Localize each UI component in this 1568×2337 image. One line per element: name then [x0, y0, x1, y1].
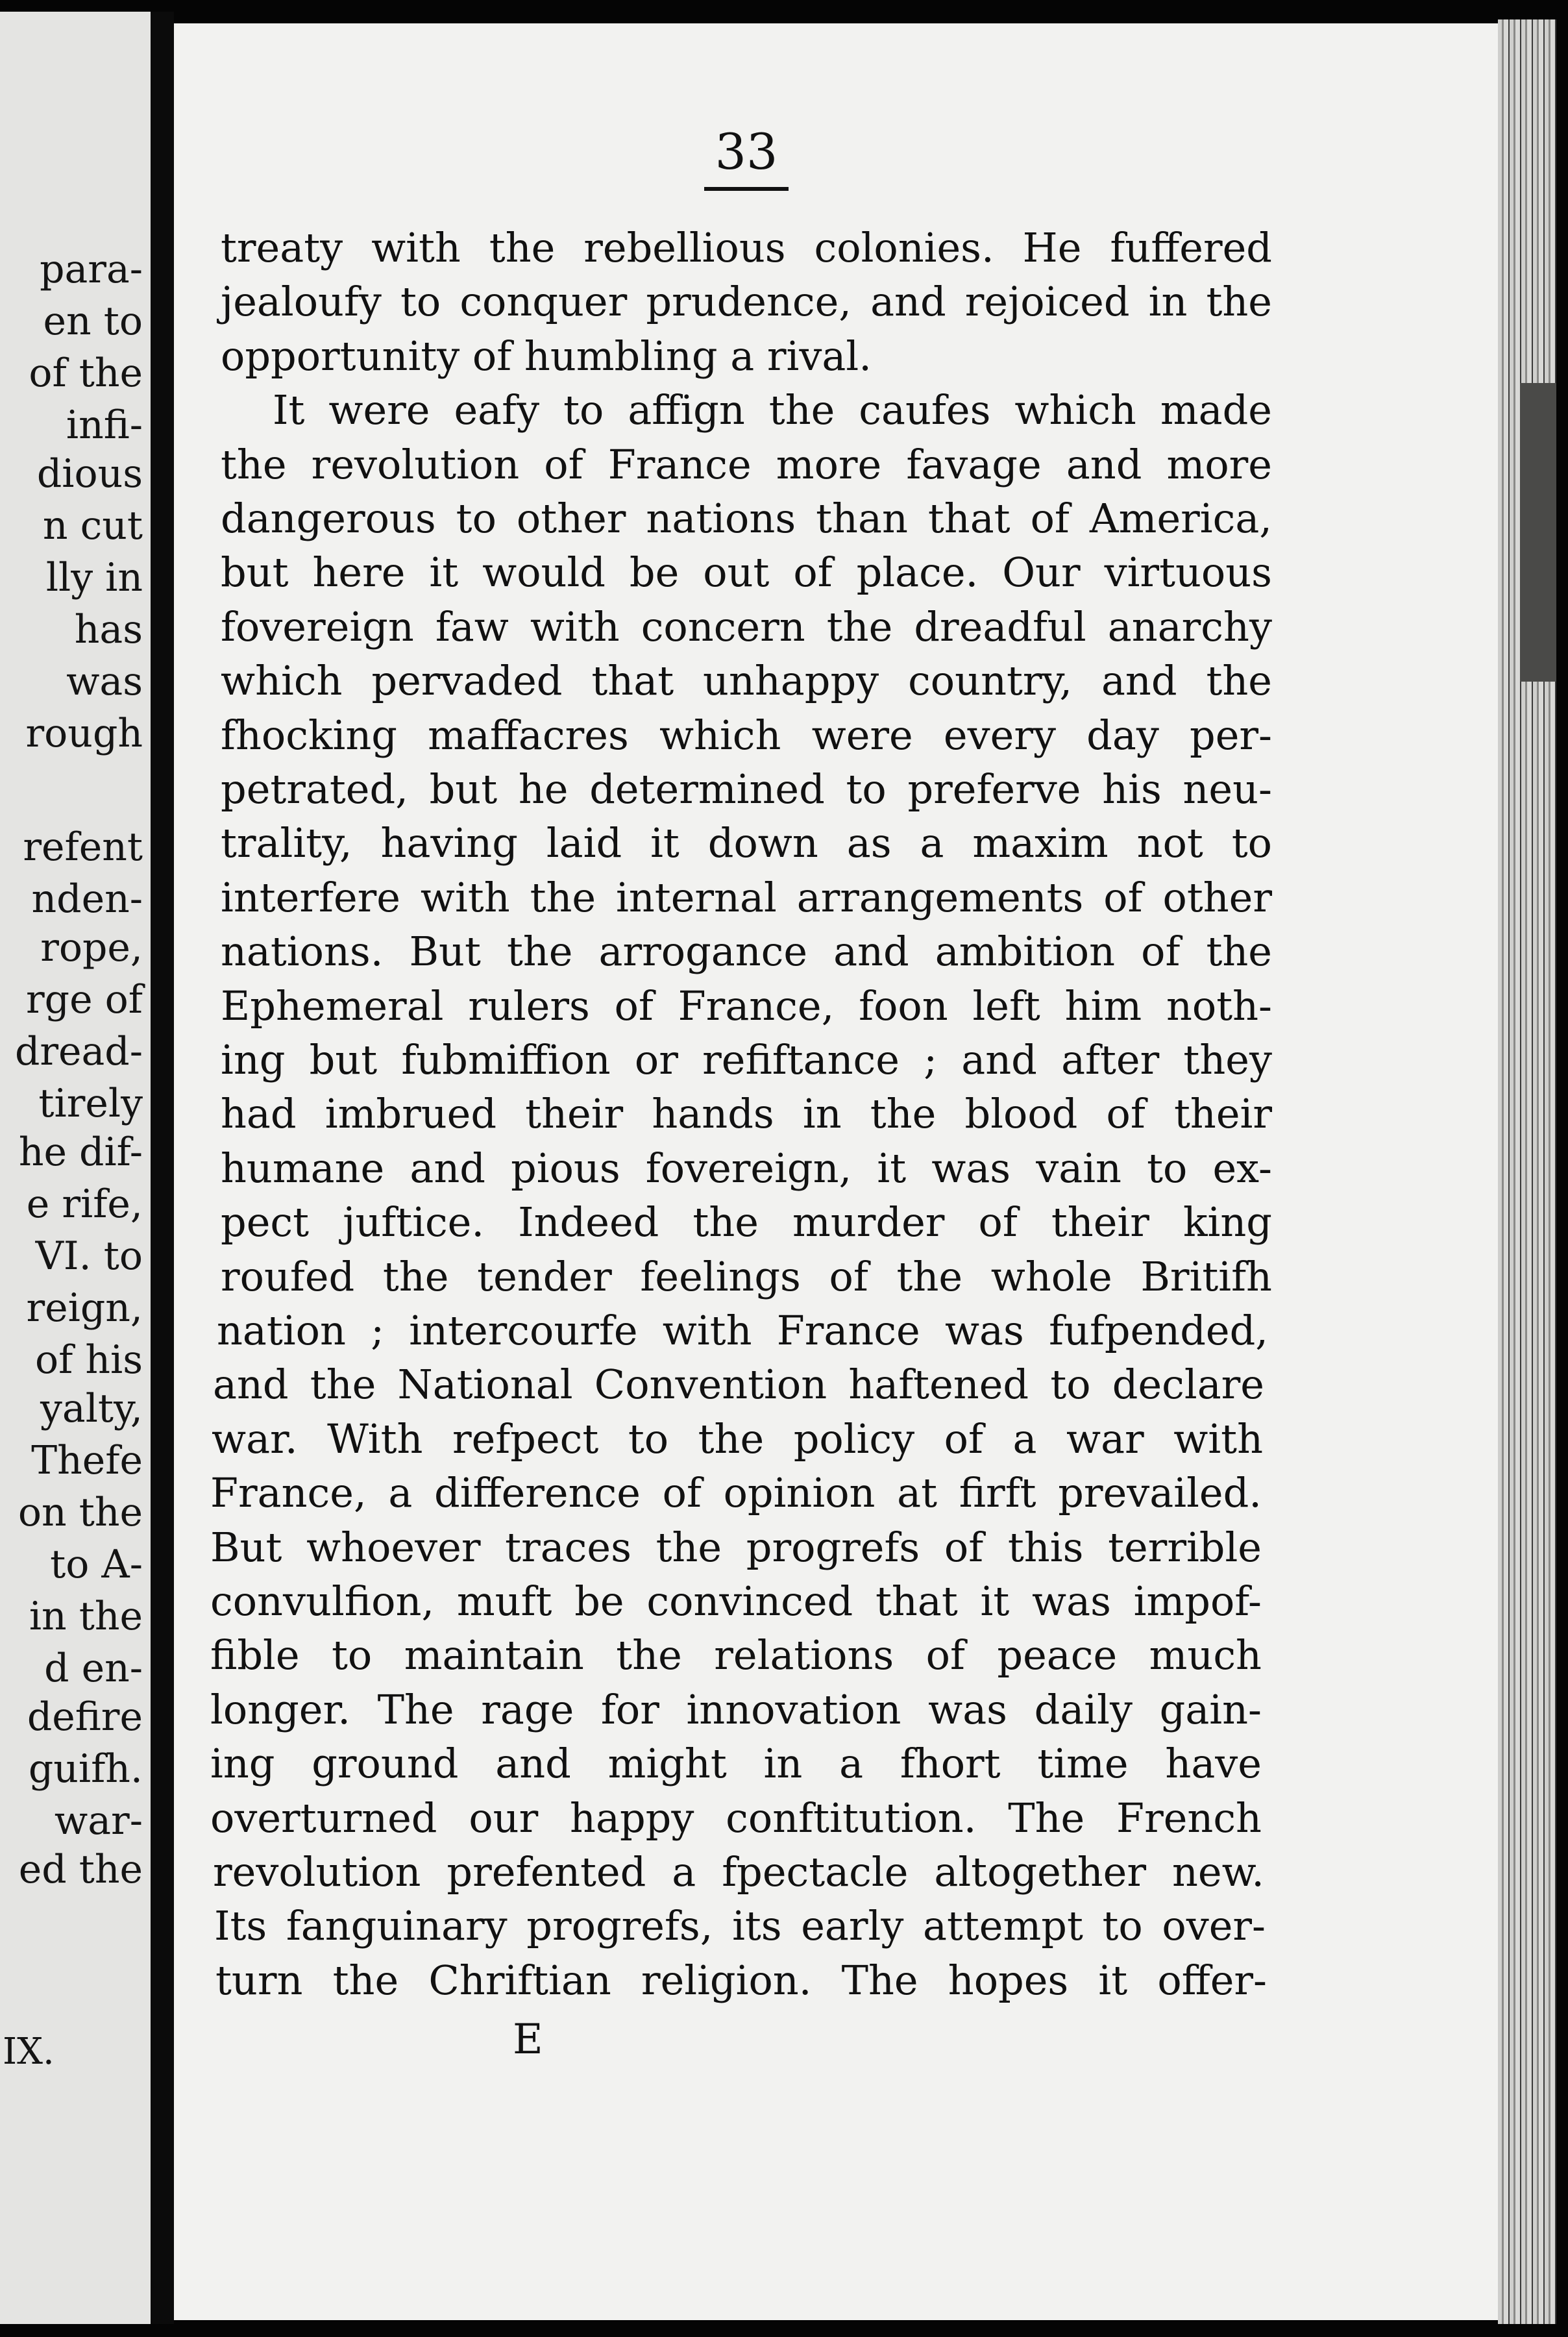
- left-page-fragment: of the: [29, 351, 143, 396]
- left-page-fragment: ed the: [18, 1847, 143, 1892]
- left-page-fragment: tirely: [38, 1081, 143, 1126]
- left-page-fragment: Thefe: [31, 1438, 143, 1483]
- page-number: 33: [715, 123, 778, 180]
- page-number-rule: [704, 187, 789, 191]
- text-line: revolution prefented a fpectacle altogether new.: [213, 1848, 1264, 1896]
- left-page-fragment: of his: [34, 1337, 143, 1383]
- left-page-fragment: dious: [36, 451, 143, 497]
- text-line: Its fanguinary progrefs, its early attempt to over-: [214, 1902, 1266, 1949]
- left-page-signature: IX.: [3, 2031, 55, 2073]
- left-page-fragment: defire: [27, 1694, 143, 1740]
- left-page-fragment: to A-: [50, 1542, 143, 1587]
- text-line: which pervaded that unhappy country, and the: [221, 657, 1272, 704]
- text-line: convulfion, muft be convinced that it was impof-: [210, 1577, 1262, 1625]
- text-line: petrated, but he determined to preferve his neu-: [221, 765, 1272, 813]
- left-page-fragment: he dif-: [18, 1130, 143, 1175]
- text-line: longer. The rage for innovation was daily gain-: [210, 1686, 1262, 1733]
- left-page-fragment: war-: [54, 1798, 143, 1844]
- text-line: trality, having laid it down as a maxim not to: [221, 819, 1272, 867]
- text-line: ing but fubmiffion or refiftance ; and after they: [221, 1036, 1272, 1083]
- text-line: war. With refpect to the policy of a war with: [212, 1415, 1263, 1463]
- page-edge-stain: [1520, 383, 1556, 682]
- text-line: fible to maintain the relations of peace much: [210, 1631, 1262, 1679]
- text-line: nation ; intercourfe with France was fufpended,: [217, 1307, 1268, 1354]
- left-page-fragment: was: [66, 659, 143, 704]
- text-line: humane and pious fovereign, it was vain to ex-: [221, 1144, 1272, 1192]
- left-page-fragment: lly in: [45, 555, 143, 600]
- text-line: turn the Chriftian religion. The hopes it offer-: [215, 1957, 1267, 2004]
- left-page-fragment: on the: [18, 1490, 143, 1535]
- left-facing-page: [0, 12, 151, 2324]
- text-line: pect juftice. Indeed the murder of their king: [221, 1198, 1272, 1246]
- text-line: dangerous to other nations than that of America,: [221, 495, 1272, 542]
- left-page-fragment: e rife,: [26, 1181, 143, 1227]
- text-line: But whoever traces the progrefs of this terrible: [210, 1524, 1262, 1571]
- text-line: It were eafy to affign the caufes which made: [273, 386, 1272, 434]
- text-line: fovereign faw with concern the dreadful anarchy: [221, 603, 1272, 650]
- left-page-fragment: has: [74, 607, 143, 652]
- text-line: opportunity of humbling a rival.: [221, 332, 872, 380]
- left-page-fragment: infi-: [66, 402, 143, 448]
- left-page-fragment: VI. to: [35, 1233, 143, 1279]
- left-page-fragment: refent: [23, 824, 143, 870]
- text-line: ing ground and might in a fhort time have: [210, 1740, 1262, 1787]
- text-line: the revolution of France more favage and more: [221, 441, 1272, 488]
- left-page-fragment: reign,: [26, 1285, 143, 1331]
- text-line: and the National Convention haftened to declare: [213, 1361, 1264, 1408]
- left-page-fragment: rough: [25, 711, 143, 756]
- left-page-fragment: d en-: [44, 1646, 143, 1691]
- text-line: roufed the tender feelings of the whole Britifh: [221, 1253, 1272, 1300]
- text-line: but here it would be out of place. Our virtuous: [221, 549, 1272, 596]
- left-page-fragment: in the: [29, 1594, 143, 1639]
- left-page-fragment: guifh.: [28, 1746, 143, 1792]
- text-line: Ephemeral rulers of France, foon left him noth-: [221, 982, 1272, 1030]
- left-page-fragment: n cut: [42, 503, 143, 549]
- book-gutter: [151, 12, 174, 2324]
- signature-mark: E: [513, 2016, 543, 2064]
- left-page-fragment: para-: [40, 247, 143, 292]
- page-edges: [1498, 19, 1556, 2324]
- text-line: nations. But the arrogance and ambition of the: [221, 928, 1272, 975]
- text-line: jealoufy to conquer prudence, and rejoiced in the: [221, 278, 1272, 325]
- left-page-fragment: dread-: [14, 1029, 143, 1074]
- left-page-fragment: en to: [43, 299, 143, 344]
- text-line: France, a difference of opinion at firft prevailed.: [210, 1469, 1262, 1516]
- text-line: had imbrued their hands in the blood of their: [221, 1090, 1272, 1137]
- text-line: overturned our happy conftitution. The French: [210, 1794, 1262, 1842]
- text-line: fhocking maffacres which were every day per-: [221, 711, 1272, 759]
- left-page-fragment: rge of: [26, 977, 143, 1022]
- left-page-fragment: yalty,: [40, 1386, 143, 1431]
- text-line: interfere with the internal arrangements of other: [221, 874, 1272, 921]
- text-line: treaty with the rebellious colonies. He fuffered: [221, 224, 1272, 271]
- left-page-fragment: nden-: [31, 876, 143, 922]
- left-page-fragment: rope,: [40, 925, 143, 971]
